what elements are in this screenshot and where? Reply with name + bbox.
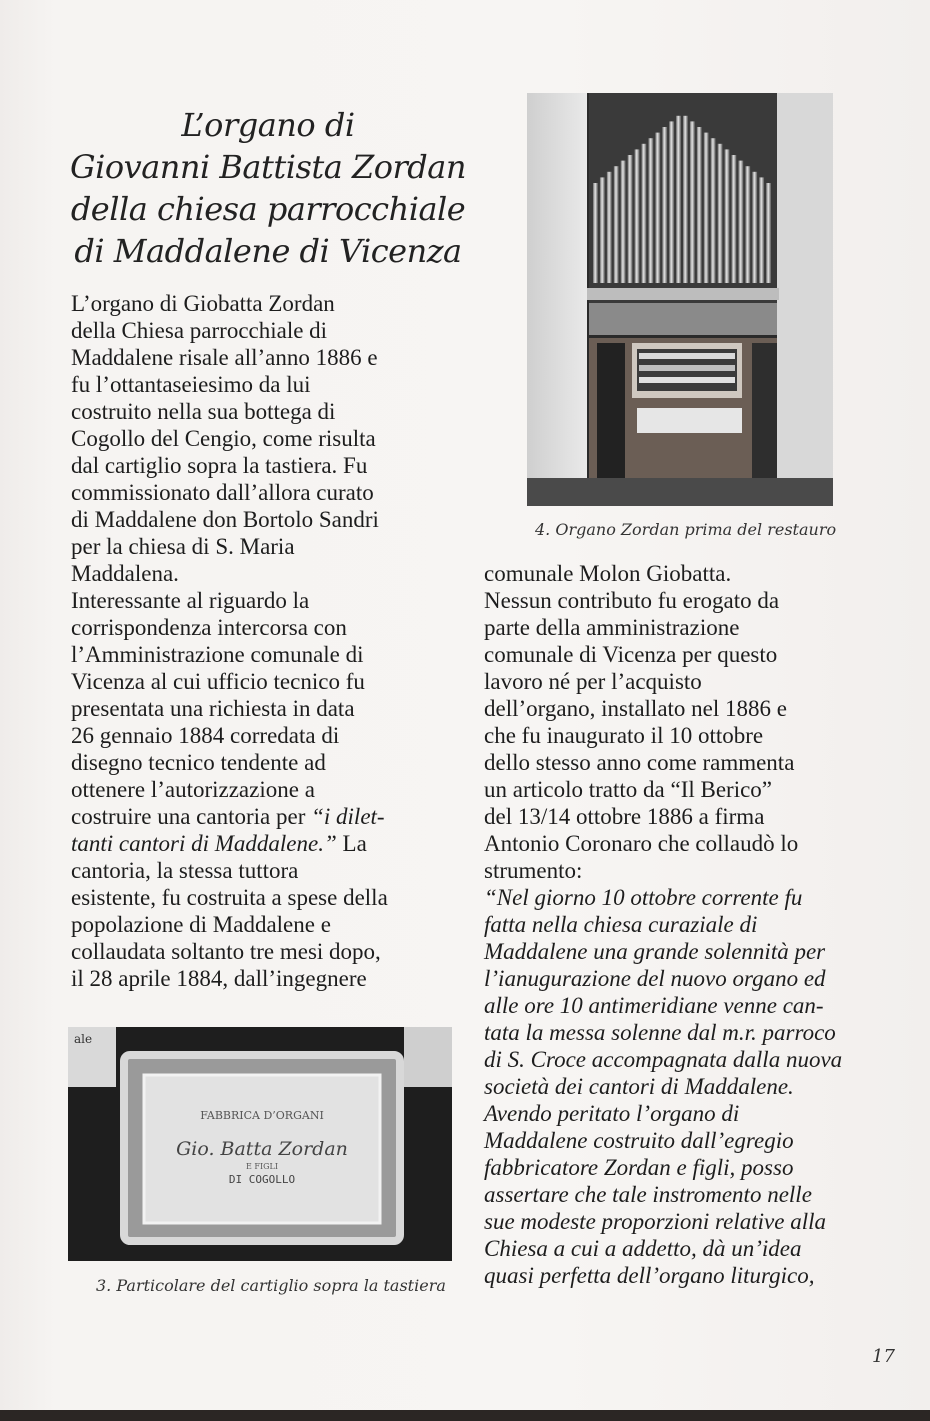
right-column-text [484, 560, 884, 1289]
caption-organ-photo: 4. Organo Zordan prima del restauro [535, 520, 837, 539]
text-line: cantoria, la stessa tuttora [71, 858, 299, 883]
label-line-3: E FIGLI [246, 1162, 278, 1171]
text-line: esistente, fu costruita a spese della [71, 885, 388, 910]
quote-line: fabbricatore Zordan e figli, posso [484, 1155, 794, 1180]
label-line-2: Gio. Batta Zordan [176, 1138, 348, 1160]
organ-pipe [593, 183, 598, 283]
text-line: presentata una richiesta in data [71, 696, 355, 721]
organ-illustration [527, 93, 833, 506]
text-line: fu l’ottantaseiesimo da lui [71, 372, 311, 397]
organ-pipe [704, 133, 709, 283]
quote-line: di S. Croce accompagnata dalla nuova [484, 1047, 843, 1072]
organ-pipe [738, 161, 743, 283]
text-line: della Chiesa parrocchiale di [71, 318, 328, 343]
organ-pipe [766, 183, 771, 283]
text-line-mixed [71, 830, 461, 857]
scan-edge [0, 1410, 930, 1421]
text-line: dello stesso anno come rammenta [484, 750, 795, 775]
organ-pipe [655, 133, 660, 283]
text-line: comunale di Vicenza per questo [484, 642, 778, 667]
left-column-text [71, 290, 461, 992]
organ-pipe [718, 144, 723, 283]
quote-line: quasi perfetta dell’organo liturgico, [484, 1263, 815, 1288]
text-line: collaudata soltanto tre mesi dopo, [71, 939, 381, 964]
quote-line: tata la messa solenne dal m.r. parroco [484, 1020, 836, 1045]
quote-line: “Nel giorno 10 ottobre corrente fu [484, 885, 803, 910]
text-line: strumento: [484, 858, 583, 883]
text-line: di Maddalene don Bortolo Sandri [71, 507, 379, 532]
title-line: L’organo di [181, 106, 355, 144]
label-line-4: DI COGOLLO [228, 1173, 296, 1186]
organ-pipe [621, 161, 626, 283]
organ-pipe [690, 121, 695, 283]
text-line: Antonio Coronaro che collaudò lo [484, 831, 799, 856]
label-line-1: FABBRICA D’ORGANI [200, 1109, 324, 1122]
text-line: 26 gennaio 1884 corredata di [71, 723, 340, 748]
organ-photo [527, 93, 833, 506]
organ-pipe [676, 116, 681, 283]
quote-line: sue modeste proporzioni relative alla [484, 1209, 826, 1234]
organ-pipe [600, 177, 605, 283]
text-line: comunale Molon Giobatta. [484, 561, 732, 586]
quote-line: Avendo peritato l’organo di [484, 1101, 740, 1126]
quote-line: l’ianugurazione del nuovo organo ed [484, 966, 826, 991]
organ-pipe [641, 144, 646, 283]
label-photo [68, 1027, 452, 1261]
caption-label-photo: 3. Particolare del cartiglio sopra la tastiera [96, 1276, 446, 1295]
article-title [68, 104, 468, 272]
text-line: che fu inaugurato il 10 ottobre [484, 723, 764, 748]
title-line: di Maddalene di Vicenza [74, 232, 462, 270]
text-line: Maddalena. [71, 561, 179, 586]
text-line: dal cartiglio sopra la tastiera. Fu [71, 453, 368, 478]
organ-pipe [731, 155, 736, 283]
text-segment: costruire una cantoria per [71, 804, 306, 829]
organ-pipe [725, 149, 730, 283]
text-line-mixed [71, 803, 461, 830]
text-line: L’organo di Giobatta Zordan [71, 291, 335, 316]
quote-line: Chiesa a cui a addetto, dà un’idea [484, 1236, 802, 1261]
text-line: per la chiesa di S. Maria [71, 534, 295, 559]
organ-pipe [635, 149, 640, 283]
organ-pipe [711, 138, 716, 283]
organ-pipe [752, 172, 757, 283]
organ-pipe [697, 127, 702, 283]
text-line: ottenere l’autorizzazione a [71, 777, 315, 802]
quote-line: società dei cantori di Maddalene. [484, 1074, 794, 1099]
text-segment-italic: tanti cantori di Maddalene.” [71, 831, 337, 856]
organ-pipe [683, 116, 688, 283]
organ-pipe [607, 172, 612, 283]
text-line: costruito nella sua bottega di [71, 399, 336, 424]
text-line: disegno tecnico tendente ad [71, 750, 326, 775]
organ-pipe [614, 166, 619, 283]
text-line: Interessante al riguardo la [71, 588, 310, 613]
quote-line: fatta nella chiesa curaziale di [484, 912, 758, 937]
text-line: Cogollo del Cengio, come risulta [71, 426, 376, 451]
title-line: Giovanni Battista Zordan [70, 148, 466, 186]
text-line: Vicenza al cui ufficio tecnico fu [71, 669, 365, 694]
quote-line: assertare che tale instromento nelle [484, 1182, 812, 1207]
page-number: 17 [872, 1346, 895, 1367]
organ-pipe [648, 138, 653, 283]
text-line: lavoro né per l’acquisto [484, 669, 702, 694]
text-line: l’Amministrazione comunale di [71, 642, 364, 667]
text-line: parte della amministrazione [484, 615, 740, 640]
label-corner-text: ale [74, 1032, 93, 1046]
quote-line: Maddalene costruito dall’egregio [484, 1128, 794, 1153]
text-line: popolazione di Maddalene e [71, 912, 331, 937]
text-line: un articolo tratto da “Il Berico” [484, 777, 773, 802]
text-segment-italic: “i dilet- [311, 804, 385, 829]
organ-pipe [759, 177, 764, 283]
organ-pipe [628, 155, 633, 283]
organ-pipe [669, 121, 674, 283]
text-line: del 13/14 ottobre 1886 a firma [484, 804, 765, 829]
organ-pipe [745, 166, 750, 283]
quote-line: alle ore 10 antimeridiane venne can- [484, 993, 824, 1018]
text-line: il 28 aprile 1884, dall’ingegnere [71, 966, 367, 991]
text-line: commissionato dall’allora curato [71, 480, 374, 505]
text-line: Nessun contributo fu erogato da [484, 588, 780, 613]
text-segment: La [342, 831, 367, 856]
title-line: della chiesa parrocchiale [70, 190, 466, 228]
text-line: corrispondenza intercorsa con [71, 615, 347, 640]
text-line: dell’organo, installato nel 1886 e [484, 696, 787, 721]
organ-pipe [662, 127, 667, 283]
quote-line: Maddalene una grande solennità per [484, 939, 826, 964]
text-line: Maddalene risale all’anno 1886 e [71, 345, 378, 370]
label-illustration [68, 1027, 452, 1261]
